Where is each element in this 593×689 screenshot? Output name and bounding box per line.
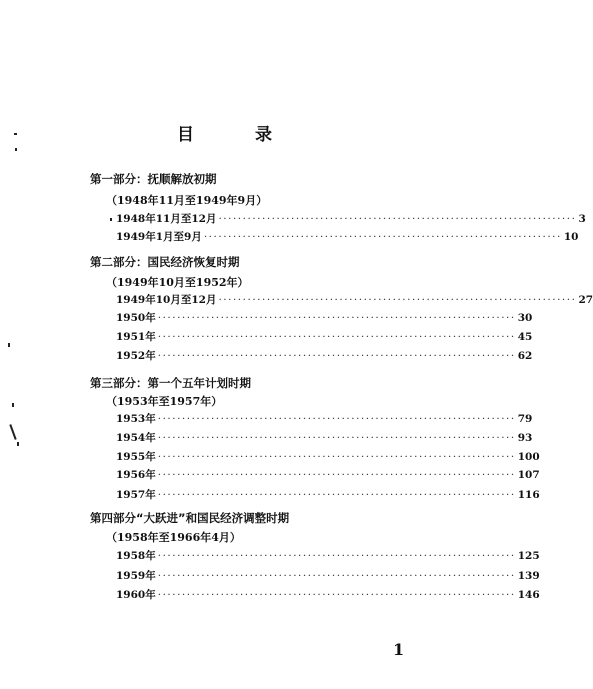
entry-page: 100 (517, 451, 540, 463)
toc-entry[interactable] (116, 211, 586, 226)
toc-title (0, 120, 450, 145)
entry-label: 1950年 (116, 312, 156, 324)
dot-leader: ·········································································· (218, 294, 577, 306)
entry-label: 1958年 (116, 550, 156, 562)
entry-page: 79 (517, 413, 533, 425)
dot-leader: ·········································································· (157, 589, 516, 601)
entry-page: 93 (517, 432, 533, 444)
dot-leader: ·········································································· (157, 350, 516, 362)
dot-leader: ·········································································· (157, 331, 516, 343)
toc-entry[interactable] (116, 467, 540, 482)
entry-page: 30 (517, 312, 533, 324)
dot-leader: ·········································································· (157, 489, 516, 501)
dot-leader: ·········································································· (157, 413, 516, 425)
part-1-heading: 第一部分：抚顺解放初期 (90, 172, 217, 186)
entry-label: 1955年 (116, 451, 156, 463)
toc-entry[interactable] (116, 568, 540, 583)
toc-title-char-1: 目 (177, 125, 195, 145)
toc-entry[interactable] (116, 310, 533, 325)
toc-entry[interactable] (116, 292, 593, 307)
entry-label: 1959年 (116, 570, 156, 582)
entry-label: 1954年 (116, 432, 156, 444)
toc-entry[interactable] (116, 329, 533, 344)
scan-speck (8, 343, 10, 347)
entry-page: 45 (517, 331, 533, 343)
entry-page: 146 (517, 589, 540, 601)
dot-leader: ·········································································· (157, 570, 516, 582)
scan-speck (15, 148, 17, 151)
entry-page: 139 (517, 570, 540, 582)
part-4-heading: 第四部分“大跃进”和国民经济调整时期 (90, 511, 290, 525)
entry-label: 1960年 (116, 589, 156, 601)
entry-page: 107 (517, 469, 540, 481)
entry-page: 3 (578, 213, 586, 225)
page-number: 1 (393, 640, 405, 659)
entry-page: 62 (517, 350, 533, 362)
scan-speck (12, 403, 14, 407)
scan-speck (110, 218, 112, 221)
part-4-period: （1958年至1966年4月） (106, 531, 241, 544)
scan-speck (17, 442, 19, 446)
part-2-heading: 第二部分：国民经济恢复时期 (90, 255, 240, 269)
entry-page: 125 (517, 550, 540, 562)
entry-page: 10 (563, 231, 579, 243)
dot-leader: ·········································································· (157, 451, 516, 463)
scan-speck (9, 424, 16, 440)
part-1-period: （1948年11月至1949年9月） (106, 194, 268, 207)
toc-entry[interactable] (116, 348, 533, 363)
entry-label: 1953年 (116, 413, 156, 425)
part-3-heading: 第三部分：第一个五年计划时期 (90, 376, 251, 390)
toc-entry[interactable] (116, 487, 540, 502)
scan-speck (14, 133, 17, 135)
entry-label: 1949年10月至12月 (116, 294, 217, 306)
toc-title-char-2: 录 (255, 125, 273, 145)
entry-page: 116 (517, 489, 540, 501)
toc-entry[interactable] (116, 548, 540, 563)
entry-label: 1948年11月至12月 (116, 213, 217, 225)
toc-entry[interactable] (116, 229, 579, 244)
entry-page: 27 (578, 294, 593, 306)
dot-leader: ·········································································· (218, 213, 577, 225)
dot-leader: ·········································································· (157, 550, 516, 562)
dot-leader: ·········································································· (157, 469, 516, 481)
entry-label: 1949年1月至9月 (116, 231, 202, 243)
dot-leader: ·········································································· (203, 231, 562, 243)
entry-label: 1957年 (116, 489, 156, 501)
toc-entry[interactable] (116, 587, 540, 602)
toc-entry[interactable] (116, 430, 533, 445)
entry-label: 1952年 (116, 350, 156, 362)
entry-label: 1956年 (116, 469, 156, 481)
dot-leader: ·········································································· (157, 312, 516, 324)
toc-entry[interactable] (116, 411, 533, 426)
dot-leader: ·········································································· (157, 432, 516, 444)
toc-entry[interactable] (116, 449, 540, 464)
part-2-period: （1949年10月至1952年） (106, 276, 249, 289)
entry-label: 1951年 (116, 331, 156, 343)
part-3-period: （1953年至1957年） (106, 395, 223, 408)
